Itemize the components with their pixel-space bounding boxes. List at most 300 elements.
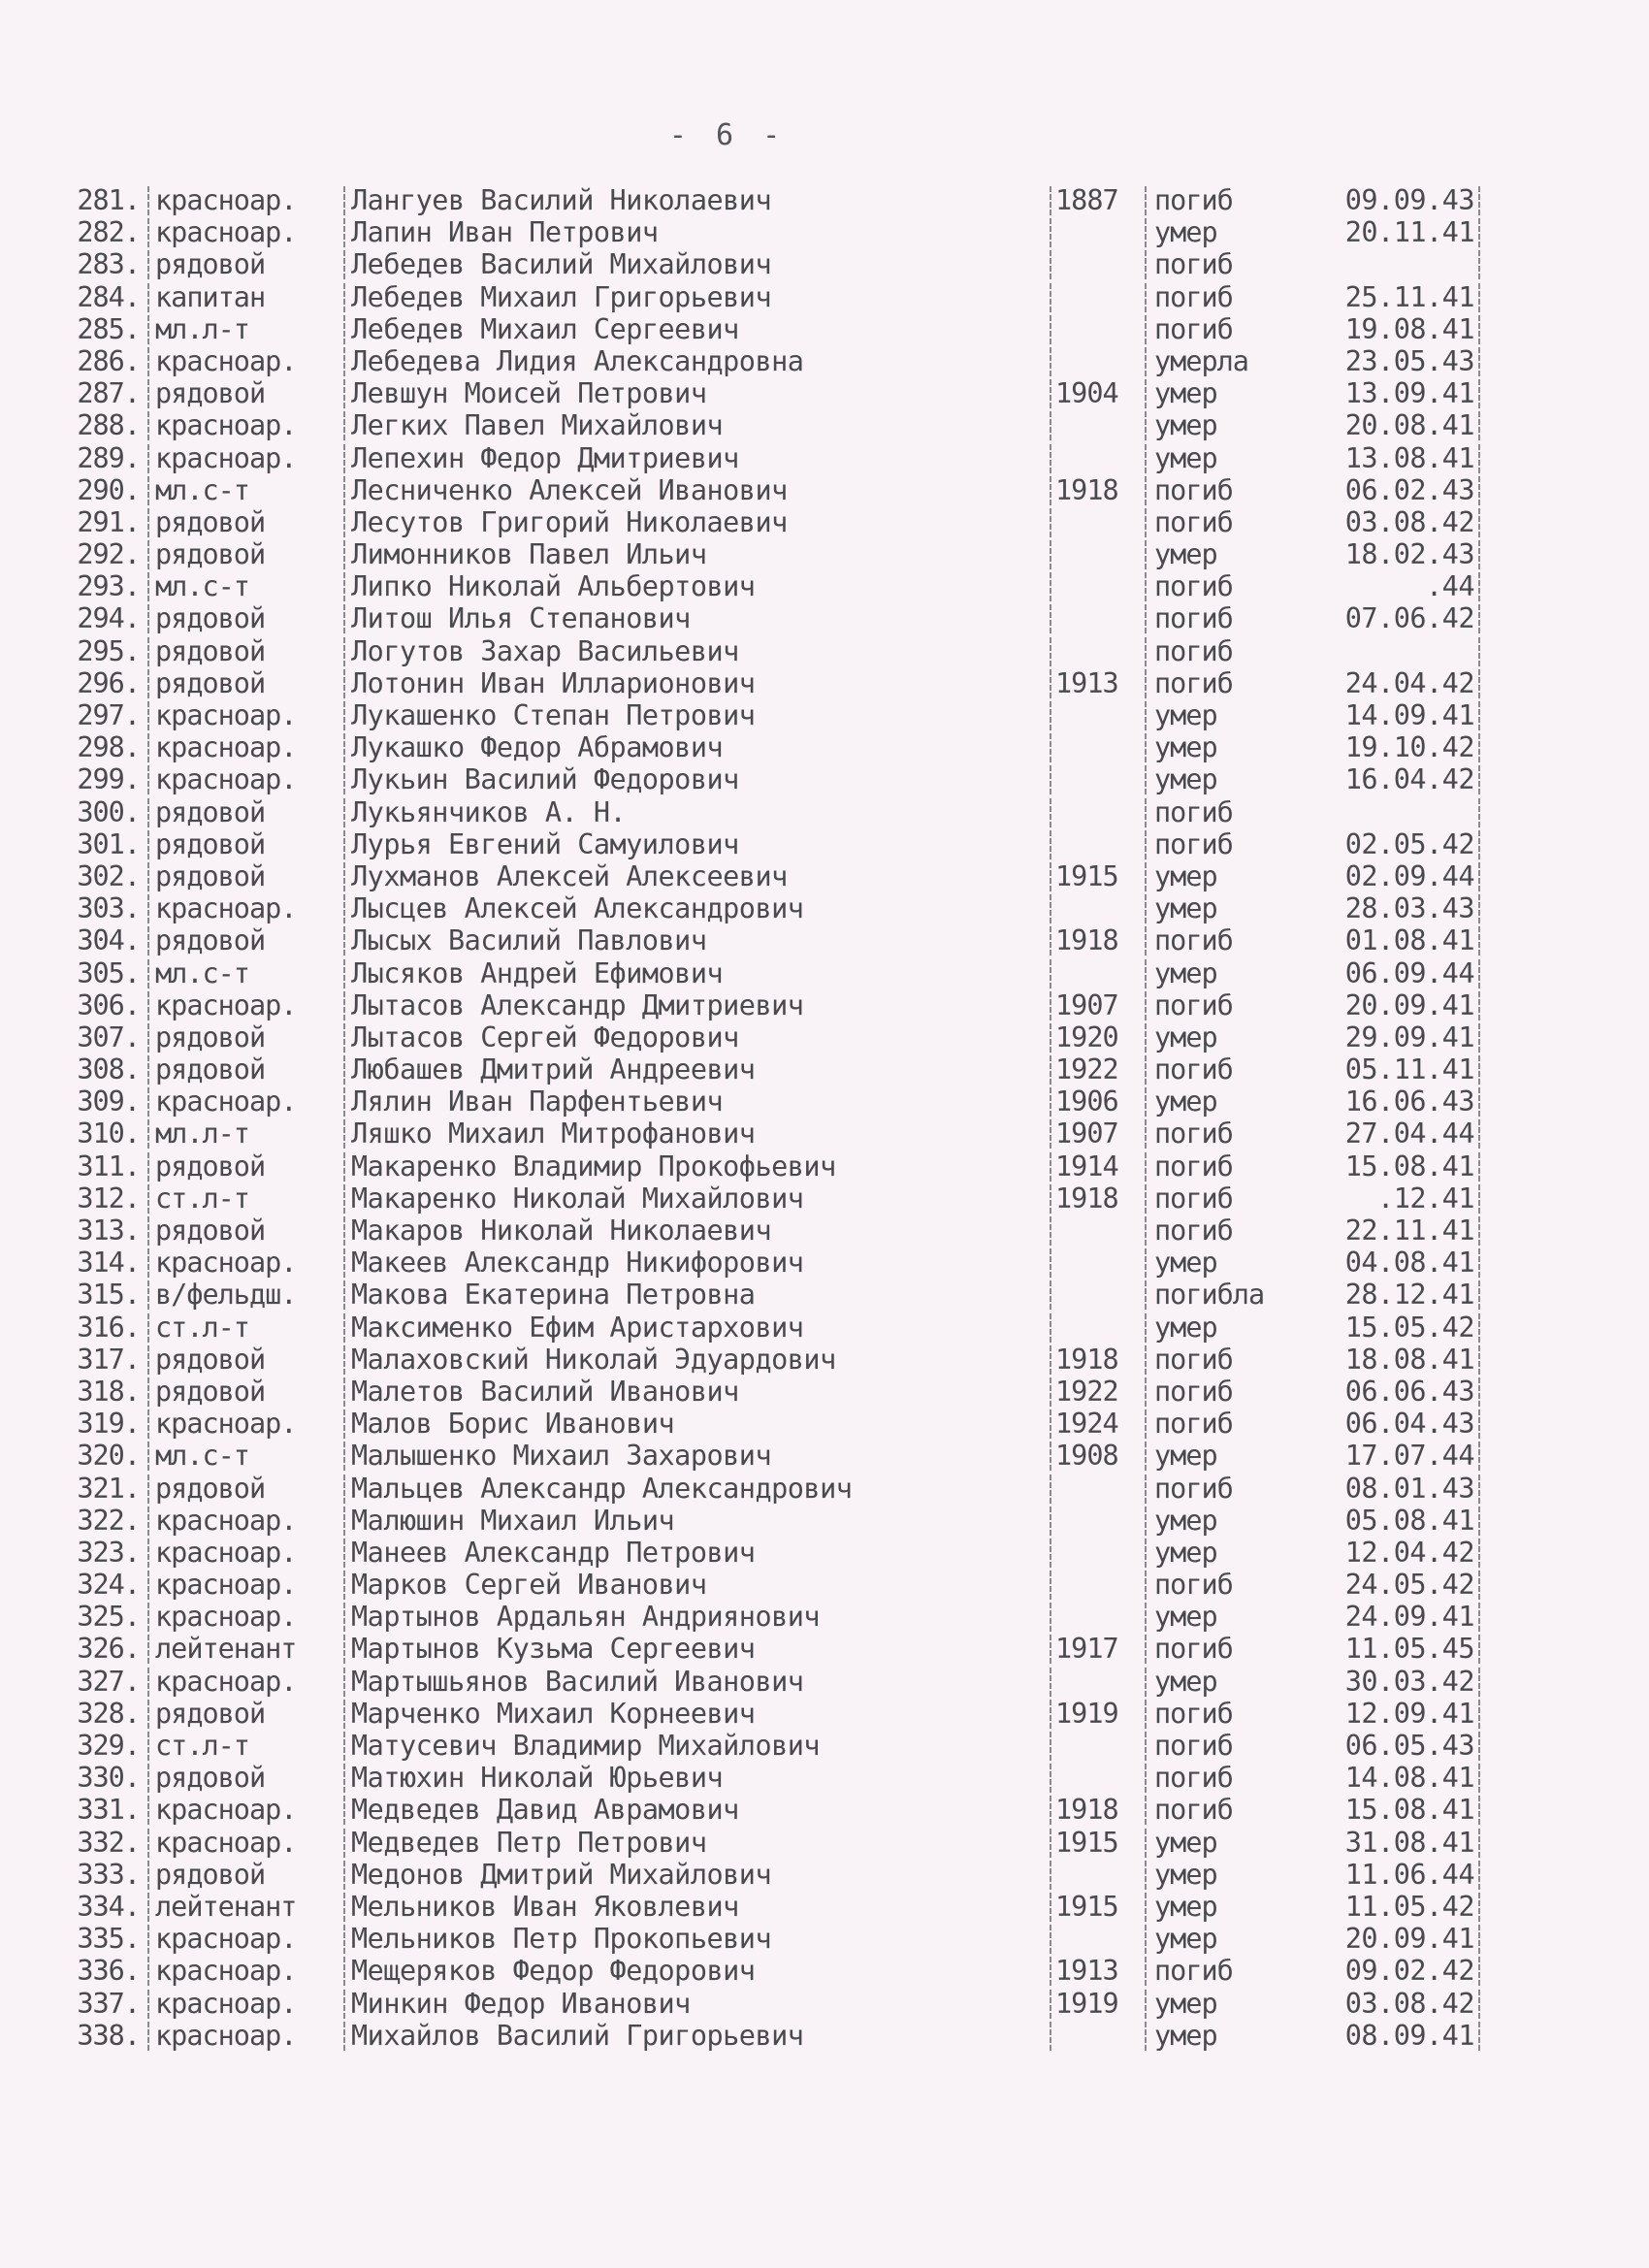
record-name: Макаров Николай Николаевич [351, 1215, 772, 1247]
column-divider [343, 1345, 351, 1375]
column-divider [1145, 250, 1152, 279]
record-name: Макова Екатерина Петровна [351, 1279, 756, 1312]
column-divider [147, 250, 155, 279]
record-number: 312. [77, 1182, 140, 1215]
record-status: умер [1154, 859, 1217, 892]
record-rank: в/фельдш. [155, 1279, 297, 1312]
column-divider [1050, 1474, 1057, 1504]
record-rank: мл.с-т [155, 956, 249, 989]
table-row [0, 1762, 1649, 1794]
record-name: Малов Борис Иванович [351, 1408, 675, 1441]
record-date: 20.08.41 [1344, 409, 1474, 442]
record-rank: красноар. [155, 1569, 297, 1602]
column-divider [147, 701, 155, 730]
column-divider [1478, 1119, 1486, 1149]
record-rank: красноар. [155, 1987, 297, 2020]
column-divider [1478, 1635, 1486, 1664]
record-date: .12.41 [1377, 1182, 1474, 1215]
column-divider [343, 1216, 351, 1246]
record-status: умер [1154, 1536, 1217, 1569]
column-divider [343, 476, 351, 505]
table-row [0, 1923, 1649, 1955]
record-date: 22.11.41 [1344, 1215, 1474, 1247]
column-divider [1478, 1603, 1486, 1632]
record-number: 331. [77, 1794, 140, 1827]
record-date: 20.11.41 [1344, 216, 1474, 249]
record-name: Лукашенко Степан Петрович [351, 699, 756, 731]
table-row [0, 1376, 1649, 1408]
record-birth-year: 1907 [1055, 988, 1118, 1021]
column-divider [1050, 2022, 1057, 2051]
record-number: 300. [77, 795, 140, 828]
column-divider [1478, 476, 1486, 505]
record-name: Макеев Александр Никифорович [351, 1247, 804, 1280]
record-status: умер [1154, 1665, 1217, 1698]
column-divider [1478, 959, 1486, 988]
record-birth-year: 1913 [1055, 1955, 1118, 1988]
record-rank: красноар. [155, 1536, 297, 1569]
column-divider [343, 1829, 351, 1858]
table-row [0, 281, 1649, 313]
record-date: 06.02.43 [1344, 473, 1474, 506]
column-divider [343, 283, 351, 312]
table-row [0, 1118, 1649, 1150]
record-name: Лукьин Василий Федорович [351, 763, 739, 796]
record-table [0, 184, 1649, 2052]
table-row [0, 1988, 1649, 2020]
column-divider [147, 669, 155, 698]
record-name: Лебедев Василий Михайлович [351, 248, 772, 281]
record-rank: красноар. [155, 1085, 297, 1118]
record-name: Мельников Петр Прокопьевич [351, 1923, 772, 1956]
record-rank: красноар. [155, 988, 297, 1021]
record-number: 310. [77, 1118, 140, 1150]
column-divider [343, 959, 351, 988]
record-name: Макаренко Николай Михайлович [351, 1182, 804, 1215]
record-birth-year: 1917 [1055, 1633, 1118, 1666]
column-divider [1050, 411, 1057, 440]
record-status: погиб [1154, 1955, 1233, 1988]
column-divider [147, 411, 155, 440]
column-divider [343, 2022, 351, 2051]
record-date: 03.08.42 [1344, 1987, 1474, 2020]
table-row [0, 1601, 1649, 1633]
record-date: 25.11.41 [1344, 280, 1474, 313]
column-divider [147, 347, 155, 376]
column-divider [343, 637, 351, 666]
column-divider [1478, 1023, 1486, 1053]
record-status: умер [1154, 377, 1217, 410]
table-row [0, 1150, 1649, 1183]
column-divider [1478, 1087, 1486, 1117]
table-row [0, 1827, 1649, 1859]
column-divider [147, 1861, 155, 1890]
column-divider [1145, 1248, 1152, 1278]
record-status: погиб [1154, 924, 1233, 957]
record-number: 286. [77, 344, 140, 377]
record-name: Лотонин Иван Илларионович [351, 666, 756, 699]
record-rank: красноар. [155, 1601, 297, 1634]
record-date: 14.09.41 [1344, 699, 1474, 731]
record-rank: красноар. [155, 1247, 297, 1280]
record-date: 24.04.42 [1344, 666, 1474, 699]
record-rank: рядовой [155, 666, 266, 699]
table-row [0, 1505, 1649, 1537]
record-status: умер [1154, 1440, 1217, 1473]
column-divider [1478, 2022, 1486, 2051]
column-divider [343, 540, 351, 569]
record-name: Лухманов Алексей Алексеевич [351, 859, 788, 892]
record-date: 12.04.42 [1344, 1536, 1474, 1569]
column-divider [147, 1764, 155, 1793]
column-divider [1145, 1925, 1152, 1954]
column-divider [343, 1055, 351, 1085]
column-divider [343, 1377, 351, 1407]
column-divider [1050, 218, 1057, 247]
record-name: Легких Павел Михайлович [351, 409, 724, 442]
column-divider [1145, 540, 1152, 569]
column-divider [1145, 1280, 1152, 1310]
table-row [0, 1053, 1649, 1085]
record-rank: красноар. [155, 1665, 297, 1698]
table-row [0, 1569, 1649, 1601]
record-date: 13.09.41 [1344, 377, 1474, 410]
record-number: 293. [77, 570, 140, 603]
record-number: 326. [77, 1633, 140, 1666]
record-date: 06.06.43 [1344, 1375, 1474, 1408]
record-birth-year: 1908 [1055, 1440, 1118, 1473]
record-name: Медведев Давид Аврамович [351, 1794, 739, 1827]
table-row [0, 731, 1649, 763]
column-divider [1478, 1055, 1486, 1085]
record-number: 306. [77, 988, 140, 1021]
column-divider [1050, 1539, 1057, 1568]
record-rank: лейтенант [155, 1890, 297, 1923]
column-divider [1478, 1409, 1486, 1439]
column-divider [147, 637, 155, 666]
record-name: Лялин Иван Парфентьевич [351, 1085, 724, 1118]
column-divider [1478, 1700, 1486, 1729]
record-number: 333. [77, 1858, 140, 1891]
column-divider [343, 1409, 351, 1439]
table-row [0, 506, 1649, 538]
record-rank: рядовой [155, 827, 266, 860]
column-divider [343, 1796, 351, 1825]
record-status: погиб [1154, 1633, 1233, 1666]
record-name: Лебедев Михаил Сергеевич [351, 312, 739, 345]
column-divider [1145, 1023, 1152, 1053]
column-divider [147, 1280, 155, 1310]
column-divider [1145, 959, 1152, 988]
record-name: Лепехин Федор Дмитриевич [351, 441, 739, 474]
record-rank: рядовой [155, 1375, 266, 1408]
record-status: погиб [1154, 248, 1233, 281]
column-divider [343, 1700, 351, 1729]
column-divider [343, 186, 351, 215]
table-row [0, 1021, 1649, 1053]
column-divider [1145, 1507, 1152, 1536]
column-divider [1145, 1796, 1152, 1825]
table-row [0, 602, 1649, 634]
column-divider [1050, 1313, 1057, 1343]
record-number: 336. [77, 1955, 140, 1988]
record-number: 309. [77, 1085, 140, 1118]
column-divider [1050, 733, 1057, 762]
table-row [0, 1440, 1649, 1472]
record-status: умер [1154, 1890, 1217, 1923]
record-status: погиб [1154, 1730, 1233, 1762]
column-divider [147, 1023, 155, 1053]
column-divider [147, 444, 155, 473]
table-row [0, 699, 1649, 731]
column-divider [343, 315, 351, 344]
record-date: 05.08.41 [1344, 1504, 1474, 1537]
record-number: 335. [77, 1923, 140, 1956]
column-divider [147, 1539, 155, 1568]
column-divider [147, 604, 155, 633]
table-row [0, 1633, 1649, 1665]
column-divider [147, 1474, 155, 1504]
column-divider [1478, 765, 1486, 794]
table-row [0, 1794, 1649, 1826]
table-row [0, 1183, 1649, 1215]
record-number: 288. [77, 409, 140, 442]
column-divider [1478, 894, 1486, 923]
column-divider [343, 1732, 351, 1761]
record-number: 337. [77, 1987, 140, 2020]
record-rank: рядовой [155, 505, 266, 538]
column-divider [1145, 862, 1152, 891]
record-birth-year: 1914 [1055, 1150, 1118, 1183]
record-status: умер [1154, 731, 1217, 764]
column-divider [1145, 218, 1152, 247]
record-date: 16.04.42 [1344, 763, 1474, 796]
column-divider [1145, 476, 1152, 505]
column-divider [343, 1152, 351, 1182]
record-status: умер [1154, 1987, 1217, 2020]
record-rank: мл.с-т [155, 570, 249, 603]
record-status: погиб [1154, 602, 1233, 635]
column-divider [1145, 1313, 1152, 1343]
record-number: 299. [77, 763, 140, 796]
column-divider [1478, 1990, 1486, 2019]
record-number: 318. [77, 1375, 140, 1408]
record-date: 12.09.41 [1344, 1697, 1474, 1730]
record-name: Мальцев Александр Александрович [351, 1472, 853, 1505]
record-number: 316. [77, 1311, 140, 1344]
record-name: Малышенко Михаил Захарович [351, 1440, 772, 1473]
column-divider [1145, 926, 1152, 956]
column-divider [1478, 1893, 1486, 1922]
record-birth-year: 1906 [1055, 1085, 1118, 1118]
record-status: умер [1154, 2019, 1217, 2052]
column-divider [147, 1119, 155, 1149]
record-date: 19.10.42 [1344, 731, 1474, 764]
column-divider [1478, 1313, 1486, 1343]
column-divider [343, 1764, 351, 1793]
record-name: Левшун Моисей Петрович [351, 377, 707, 410]
column-divider [1145, 1216, 1152, 1246]
column-divider [1478, 1668, 1486, 1697]
column-divider [1478, 669, 1486, 698]
table-row [0, 763, 1649, 795]
table-row [0, 345, 1649, 377]
column-divider [1145, 1764, 1152, 1793]
record-rank: красноар. [155, 409, 297, 442]
record-status: погиб [1154, 505, 1233, 538]
column-divider [1478, 1507, 1486, 1536]
column-divider [343, 991, 351, 1021]
column-divider [343, 830, 351, 859]
column-divider [1050, 604, 1057, 633]
column-divider [1478, 1829, 1486, 1858]
column-divider [147, 1248, 155, 1278]
column-divider [147, 1732, 155, 1761]
table-row [0, 828, 1649, 860]
record-date: 09.02.42 [1344, 1955, 1474, 1988]
record-date: 11.05.42 [1344, 1890, 1474, 1923]
record-date: 07.06.42 [1344, 602, 1474, 635]
record-name: Мартышьянов Василий Иванович [351, 1665, 804, 1698]
column-divider [1145, 508, 1152, 537]
column-divider [343, 798, 351, 827]
column-divider [1478, 637, 1486, 666]
table-row [0, 1473, 1649, 1505]
record-status: умер [1154, 409, 1217, 442]
column-divider [1145, 1377, 1152, 1407]
record-name: Мельников Иван Яковлевич [351, 1890, 739, 1923]
record-date: 03.08.42 [1344, 505, 1474, 538]
record-status: погиб [1154, 1343, 1233, 1376]
table-row [0, 248, 1649, 280]
column-divider [1145, 830, 1152, 859]
record-date: 28.12.41 [1344, 1279, 1474, 1312]
record-name: Лурья Евгений Самуилович [351, 827, 739, 860]
column-divider [1478, 733, 1486, 762]
record-rank: рядовой [155, 1472, 266, 1505]
record-number: 305. [77, 956, 140, 989]
record-rank: красноар. [155, 2019, 297, 2052]
record-number: 285. [77, 312, 140, 345]
column-divider [343, 1539, 351, 1568]
table-row [0, 892, 1649, 924]
column-divider [343, 1248, 351, 1278]
column-divider [1145, 1635, 1152, 1664]
column-divider [147, 1345, 155, 1375]
column-divider [1145, 604, 1152, 633]
record-date: 16.06.43 [1344, 1085, 1474, 1118]
column-divider [1478, 1732, 1486, 1761]
column-divider [147, 1796, 155, 1825]
column-divider [343, 604, 351, 633]
table-row [0, 570, 1649, 602]
record-birth-year: 1907 [1055, 1118, 1118, 1150]
record-number: 289. [77, 441, 140, 474]
record-rank: капитан [155, 280, 266, 313]
column-divider [343, 1990, 351, 2019]
record-status: умер [1154, 1311, 1217, 1344]
record-number: 282. [77, 216, 140, 249]
record-name: Макаренко Владимир Прокофьевич [351, 1150, 836, 1183]
record-status: умер [1154, 1826, 1217, 1859]
column-divider [343, 218, 351, 247]
table-row [0, 924, 1649, 956]
column-divider [1145, 283, 1152, 312]
record-name: Любашев Дмитрий Андреевич [351, 1053, 756, 1086]
record-rank: ст.л-т [155, 1311, 249, 1344]
table-row [0, 1859, 1649, 1891]
table-row [0, 474, 1649, 506]
record-status: погиб [1154, 795, 1233, 828]
record-rank: рядовой [155, 1150, 266, 1183]
column-divider [1145, 637, 1152, 666]
record-status: погиб [1154, 570, 1233, 603]
table-row [0, 957, 1649, 989]
record-number: 287. [77, 377, 140, 410]
column-divider [147, 540, 155, 569]
record-birth-year: 1924 [1055, 1408, 1118, 1441]
record-status: погиб [1154, 1150, 1233, 1183]
column-divider [1145, 315, 1152, 344]
column-divider [1478, 798, 1486, 827]
record-date: 30.03.42 [1344, 1665, 1474, 1698]
column-divider [1050, 959, 1057, 988]
column-divider [147, 1184, 155, 1214]
column-divider [147, 476, 155, 505]
record-name: Максименко Ефим Аристархович [351, 1311, 804, 1344]
column-divider [1145, 1119, 1152, 1149]
record-status: погиб [1154, 1794, 1233, 1827]
column-divider [1478, 1345, 1486, 1375]
column-divider [147, 2022, 155, 2051]
record-name: Лукьянчиков А. Н. [351, 795, 627, 828]
column-divider [1145, 572, 1152, 601]
column-divider [1478, 186, 1486, 215]
column-divider [1145, 733, 1152, 762]
record-birth-year: 1915 [1055, 1826, 1118, 1859]
record-date: 29.09.41 [1344, 1021, 1474, 1053]
record-number: 317. [77, 1343, 140, 1376]
record-name: Лебедева Лидия Александровна [351, 344, 804, 377]
column-divider [343, 250, 351, 279]
record-status: погиб [1154, 988, 1233, 1021]
record-birth-year: 1919 [1055, 1697, 1118, 1730]
column-divider [1050, 830, 1057, 859]
record-birth-year: 1913 [1055, 666, 1118, 699]
column-divider [1145, 701, 1152, 730]
page-number: - 6 - [668, 118, 787, 152]
column-divider [1145, 1087, 1152, 1117]
column-divider [1050, 1507, 1057, 1536]
column-divider [343, 1087, 351, 1117]
table-row [0, 409, 1649, 441]
column-divider [147, 798, 155, 827]
table-row [0, 1891, 1649, 1923]
column-divider [1050, 283, 1057, 312]
column-divider [1478, 572, 1486, 601]
record-rank: рядовой [155, 1762, 266, 1795]
column-divider [343, 347, 351, 376]
table-row [0, 1085, 1649, 1118]
record-birth-year: 1922 [1055, 1053, 1118, 1086]
record-name: Малетов Василий Иванович [351, 1375, 739, 1408]
column-divider [147, 894, 155, 923]
record-status: умер [1154, 1601, 1217, 1634]
column-divider [1050, 315, 1057, 344]
column-divider [1050, 1216, 1057, 1246]
column-divider [1145, 444, 1152, 473]
column-divider [1050, 540, 1057, 569]
